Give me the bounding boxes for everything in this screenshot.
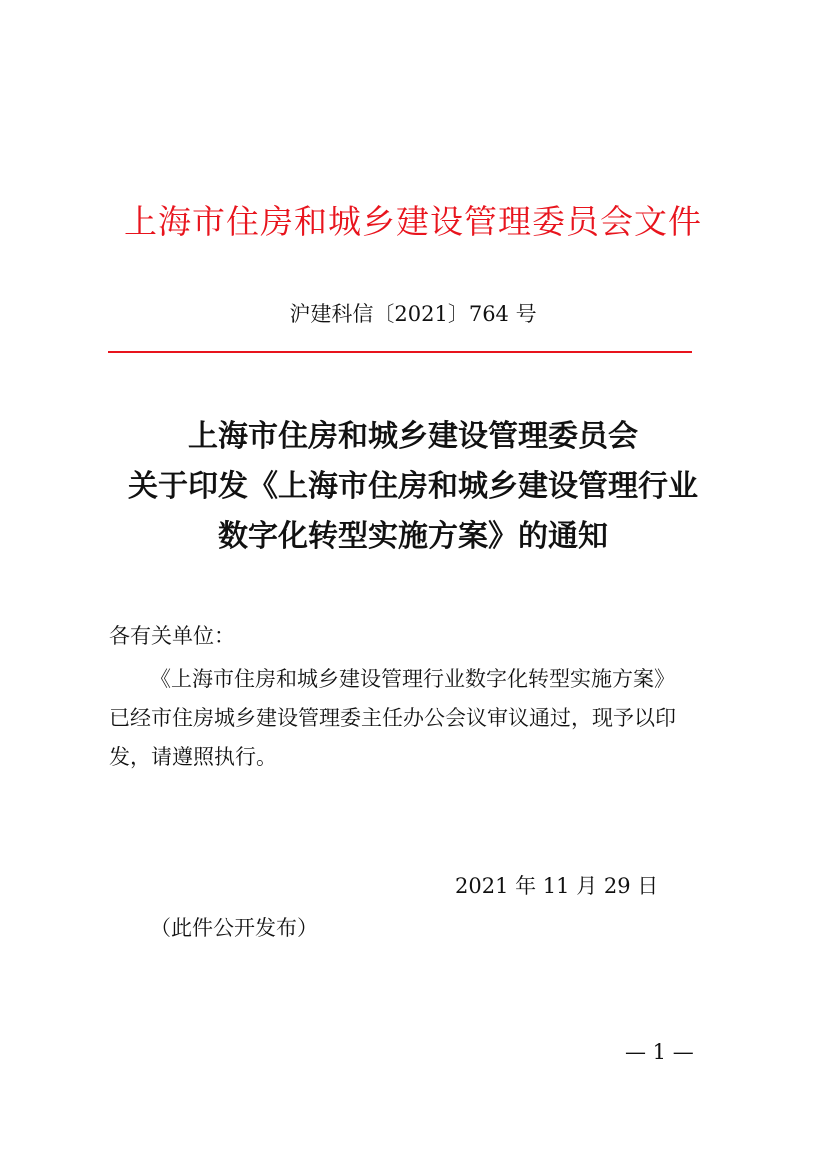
document-title	[0, 412, 826, 562]
page-number: — 1 —	[625, 1040, 694, 1064]
title-line-2: 关于印发《上海市住房和城乡建设管理行业	[128, 469, 698, 504]
red-separator-line	[108, 351, 692, 353]
body-line-1: 《上海市住房和城乡建设管理行业数字化转型实施方案》	[150, 667, 675, 691]
title-line-3: 数字化转型实施方案》的通知	[218, 519, 608, 554]
issuer-header: 上海市住房和城乡建设管理委员会文件	[124, 202, 702, 241]
title-line-1: 上海市住房和城乡建设管理委员会	[188, 419, 638, 454]
disclosure-note: （此件公开发布）	[150, 916, 318, 940]
document-number: 沪建科信〔2021〕764 号	[289, 302, 537, 326]
body-line-2: 已经市住房城乡建设管理委主任办公会议审议通过，现予以印	[109, 706, 676, 730]
salutation: 各有关单位：	[109, 624, 235, 648]
body-line-3: 发，请遵照执行。	[109, 745, 277, 769]
body-paragraph	[109, 660, 719, 777]
issue-date: 2021 年 11 月 29 日	[455, 874, 659, 898]
